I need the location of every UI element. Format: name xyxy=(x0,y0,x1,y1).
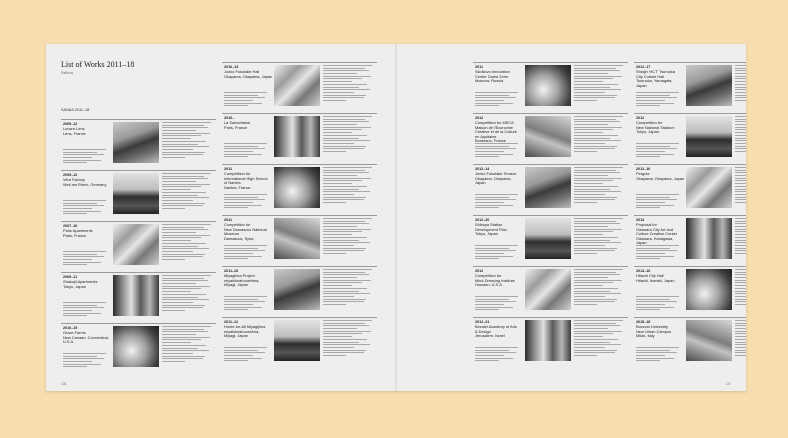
work-year: 2009–11 xyxy=(63,275,78,279)
work-year: 2011 xyxy=(224,167,232,171)
work-name: Junko Fukutake Terrace Okayama, Okayama, Japan xyxy=(475,171,517,186)
work-details-text xyxy=(735,218,746,262)
work-details-text xyxy=(323,218,375,262)
works-column xyxy=(473,62,628,368)
work-details-text xyxy=(323,167,375,211)
work-entry xyxy=(61,170,216,221)
work-photo xyxy=(274,167,320,208)
work-name: Competition for Mind-Dressing Institute Houston, U.S.A. xyxy=(475,273,515,288)
work-entry xyxy=(61,323,216,374)
work-credits-text xyxy=(636,194,684,212)
work-photo xyxy=(525,218,571,259)
work-entry xyxy=(61,119,216,170)
work-details-text xyxy=(323,269,375,313)
work-name: Competition for MECA Maison de l'Economie Créative et de la Culture en Aquitaine Bordeaux, France xyxy=(475,120,517,144)
work-details-text xyxy=(323,65,375,109)
page-title: List of Works 2011–18 xyxy=(61,60,135,69)
work-credits-text xyxy=(63,200,111,218)
work-entry xyxy=(473,62,628,113)
work-name: Hitachi City Hall Hitachi, Ibaraki, Japan xyxy=(636,273,675,283)
work-year: 2009–12 xyxy=(63,122,78,126)
work-entry xyxy=(634,215,746,266)
work-entry xyxy=(634,164,746,215)
work-entry xyxy=(61,272,216,323)
work-details-text xyxy=(323,320,375,364)
work-credits-text xyxy=(224,347,272,365)
work-credits-text xyxy=(63,149,111,167)
work-details-text xyxy=(735,269,746,313)
work-credits-text xyxy=(224,296,272,314)
page-subtitle: Работы xyxy=(61,71,74,75)
work-name: Junko Fukutake Hall Okayama, Okayama, Japan xyxy=(224,69,273,79)
work-year: 2009–12 xyxy=(63,173,78,177)
work-photo xyxy=(525,167,571,208)
work-entry xyxy=(222,164,377,215)
work-year: 2011 xyxy=(475,65,483,69)
work-details-text xyxy=(574,218,626,262)
work-name: Louvre-Lens Lens, France xyxy=(63,126,86,136)
work-entry xyxy=(473,266,628,317)
work-year: 2015–18 xyxy=(636,320,651,324)
work-name: Paris Apartments Paris, France xyxy=(63,228,93,238)
work-year: 2012–17 xyxy=(636,65,651,69)
work-credits-text xyxy=(475,245,523,263)
work-photo xyxy=(525,116,571,157)
work-name: Bezalel Academy of Arts & Design Jerusalem, Israel xyxy=(475,324,517,339)
page-number-right: 137 xyxy=(725,382,731,386)
work-entry xyxy=(222,266,377,317)
work-details-text xyxy=(735,65,746,109)
work-credits-text xyxy=(63,251,111,269)
work-entry xyxy=(222,62,377,113)
work-year: 2010–15 xyxy=(63,326,78,330)
works-column xyxy=(61,119,216,374)
work-name: Competition for New Damascus National Museum Damascus, Syria xyxy=(224,222,267,241)
work-photo xyxy=(113,173,159,214)
work-entry xyxy=(473,317,628,368)
work-details-text xyxy=(574,167,626,211)
work-year: 2010–13 xyxy=(224,65,239,69)
work-details-text xyxy=(735,167,746,211)
work-year: 2012–21 xyxy=(475,320,490,324)
work-name: Competition for International High School of Nantes Nantes, France xyxy=(224,171,268,190)
work-credits-text xyxy=(224,194,272,212)
work-photo xyxy=(274,269,320,310)
work-photo xyxy=(113,326,159,367)
work-photo xyxy=(113,275,159,316)
work-entry xyxy=(473,215,628,266)
work-entry xyxy=(222,317,377,368)
work-details-text xyxy=(574,116,626,160)
work-photo xyxy=(274,116,320,157)
work-name: Grace Farms New Canaan, Connecticut, U.S.A. xyxy=(63,330,110,345)
work-name: Skolkovo Innovation Center Guest Zone Moscow, Russia xyxy=(475,69,510,84)
work-credits-text xyxy=(63,302,111,320)
work-credits-text xyxy=(636,347,684,365)
work-photo xyxy=(525,269,571,310)
work-credits-text xyxy=(636,245,684,263)
work-details-text xyxy=(323,116,375,160)
work-year: 2011–12 xyxy=(224,320,239,324)
book-gutter xyxy=(395,44,397,391)
work-year: 2010– xyxy=(224,116,235,120)
work-photo xyxy=(525,320,571,361)
page-number-left: 136 xyxy=(61,382,67,386)
work-photo xyxy=(274,320,320,361)
work-name: Bocconi University New Urban Campus Milan, Italy xyxy=(636,324,672,339)
work-credits-text xyxy=(63,353,111,371)
work-photo xyxy=(686,218,732,259)
work-details-text xyxy=(735,320,746,364)
work-photo xyxy=(686,65,732,106)
work-name: La Samaritaine Paris, France xyxy=(224,120,251,130)
work-name: Shiojiri 'HCT' Tsuruoka City Culture Hall Tsuruoka, Yamagata, Japan xyxy=(636,69,676,88)
work-name: Proposal for Odawara City Art and Culture Creation Center Odawara, Kanagawa, Japan xyxy=(636,222,678,246)
work-credits-text xyxy=(475,194,523,212)
work-year: 2011 xyxy=(224,218,232,222)
work-credits-text xyxy=(224,143,272,161)
work-credits-text xyxy=(636,296,684,314)
work-photo xyxy=(686,320,732,361)
work-details-text xyxy=(162,275,214,319)
work-credits-text xyxy=(636,143,684,161)
work-name: Shibuya Station Development Plan Tokyo, Japan xyxy=(475,222,507,237)
work-year: 2012–20 xyxy=(475,218,490,222)
work-credits-text xyxy=(224,92,272,110)
work-name: Vitra Factory Weil am Rhein, Germany xyxy=(63,177,107,187)
works-column xyxy=(222,62,377,368)
section-heading: SANAA 2011–18 xyxy=(61,108,90,112)
work-credits-text xyxy=(475,296,523,314)
work-entry xyxy=(61,221,216,272)
works-column xyxy=(634,62,746,368)
work-year: 2012–16 xyxy=(636,167,651,171)
work-details-text xyxy=(162,326,214,370)
work-year: 2012 xyxy=(636,116,645,120)
work-entry xyxy=(634,266,746,317)
work-entry xyxy=(634,62,746,113)
work-credits-text xyxy=(475,143,523,161)
work-name: Shakujii Apartments Tokyo, Japan xyxy=(63,279,98,289)
work-credits-text xyxy=(475,347,523,365)
work-details-text xyxy=(574,269,626,313)
work-credits-text xyxy=(636,92,684,110)
work-name: Pergola Okayama, Okayama, Japan xyxy=(636,171,685,181)
work-name: Competition for New National Stadium Tokyo, Japan xyxy=(636,120,675,135)
work-photo xyxy=(686,116,732,157)
work-name: Home-for-All Miyagijima miyakiimahoushima, Miyagi, Japan xyxy=(224,324,266,339)
work-year: 2012 xyxy=(475,116,484,120)
work-name: Miyagiima Project miyakiimahoushima, Miyagi, Japan xyxy=(224,273,260,288)
work-year: 2013 xyxy=(636,218,645,222)
work-entry xyxy=(473,113,628,164)
work-photo xyxy=(525,65,571,106)
work-photo xyxy=(113,122,159,163)
book-spread xyxy=(46,44,746,391)
work-year: 2012–14 xyxy=(475,167,490,171)
work-year: 2011–16 xyxy=(224,269,239,273)
work-photo xyxy=(274,65,320,106)
work-year: 2013–16 xyxy=(636,269,651,273)
work-credits-text xyxy=(475,92,523,110)
work-entry xyxy=(634,317,746,368)
work-details-text xyxy=(162,173,214,217)
work-entry xyxy=(634,113,746,164)
work-photo xyxy=(274,218,320,259)
work-entry xyxy=(473,164,628,215)
work-year: 2007–16 xyxy=(63,224,78,228)
work-credits-text xyxy=(224,245,272,263)
work-photo xyxy=(113,224,159,265)
work-entry xyxy=(222,113,377,164)
work-photo xyxy=(686,269,732,310)
work-details-text xyxy=(162,224,214,268)
work-details-text xyxy=(735,116,746,160)
work-details-text xyxy=(574,320,626,364)
work-year: 2012 xyxy=(475,269,484,273)
work-details-text xyxy=(574,65,626,109)
work-entry xyxy=(222,215,377,266)
work-details-text xyxy=(162,122,214,166)
work-photo xyxy=(686,167,732,208)
